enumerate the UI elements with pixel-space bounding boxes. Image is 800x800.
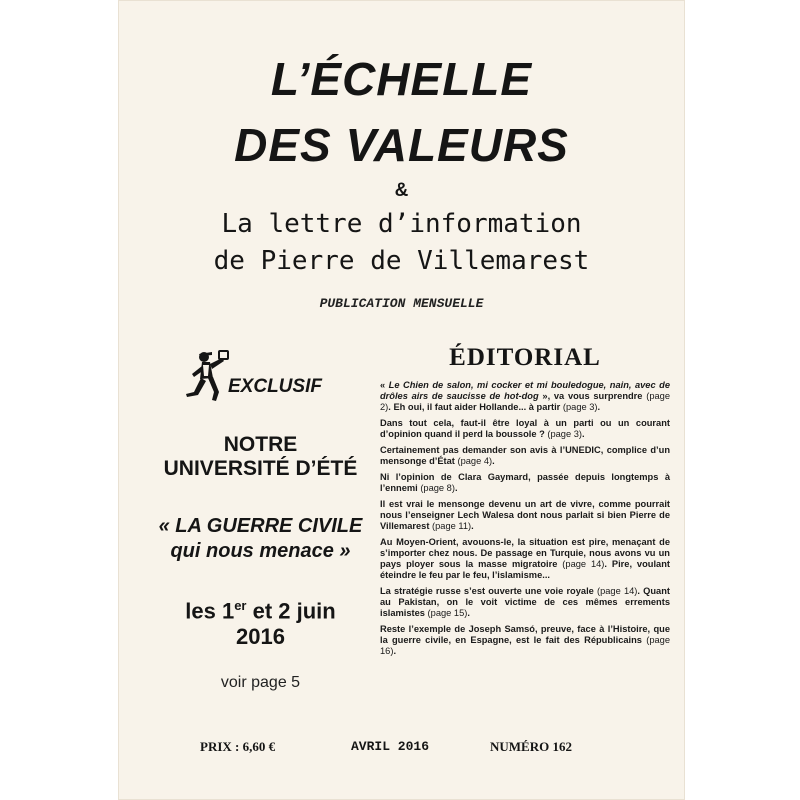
issue-date: AVRIL 2016	[351, 739, 430, 754]
event-dates-prefix: les 1	[185, 598, 235, 624]
editorial-paragraph: « Le Chien de salon, mi cocker et mi bouledogue, nain, avec de drôles airs de saucisse de hot-dog », va vous surprendre (page 2). Eh oui, il faut aider Hollande... à partir (page 3).	[380, 380, 670, 412]
feature-heading-line1: NOTRE	[223, 433, 298, 456]
editorial-paragraph: Au Moyen-Orient, avouons-le, la situation est pire, menaçant de s’importer chez nous. De passage en Turquie, nous avons vu un pays ployer sous la masse migratoire (page 14). Pire, voulant éteindre le feu par le feu, l’islamisme...	[380, 537, 670, 580]
running-man-mascot-icon	[182, 348, 230, 404]
masthead-ampersand: &	[394, 180, 409, 201]
feature-quote-line2: qui nous menace »	[170, 540, 351, 562]
issue-number: NUMÉRO 162	[490, 739, 572, 754]
editorial-paragraph: Certainement pas demander son avis à l’UNEDIC, complice d’un mensonge d’État (page 4).	[380, 445, 670, 466]
publication-frequency: PUBLICATION MENSUELLE	[319, 296, 484, 311]
feature-heading-line2: UNIVERSITÉ D’ÉTÉ	[163, 457, 358, 480]
masthead-title-line2: DES VALEURS	[234, 119, 569, 171]
masthead-subtitle-line2: de Pierre de Villemarest	[213, 246, 590, 276]
editorial-paragraph: Dans tout cela, faut-il être loyal à un parti ou un courant d’opinion quand il perd la boussole ? (page 3).	[380, 418, 670, 439]
exclusive-tag: EXCLUSIF	[228, 376, 322, 397]
editorial-paragraph: Il est vrai le mensonge devenu un art de vivre, comme pourrait nous l’enseigner Lech Walesa dont nous parlait si bien Pierre de Villemarest (page 11).	[380, 499, 670, 531]
feature-quote-line1: « LA GUERRE CIVILE	[158, 515, 363, 537]
editorial-paragraph: Ni l’opinion de Clara Gaymard, passée depuis longtemps à l’ennemi (page 8).	[380, 472, 670, 493]
masthead-title-line1: L’ÉCHELLE	[270, 53, 533, 105]
editorial-paragraph: La stratégie russe s’est ouverte une voie royale (page 14). Quant au Pakistan, on le voit victime de ces mêmes errements islamistes (page 15).	[380, 586, 670, 618]
editorial-paragraphs	[380, 380, 670, 662]
feature-column	[118, 340, 403, 720]
editorial-title: ÉDITORIAL	[449, 344, 601, 371]
issue-price: PRIX : 6,60 €	[200, 739, 276, 754]
see-page-reference: voir page 5	[220, 674, 301, 691]
issue-footer	[118, 739, 685, 755]
masthead-subtitle-line1: La lettre d’information	[221, 209, 582, 239]
newsletter-page	[118, 0, 685, 800]
event-dates-suffix: et 2 juin	[246, 598, 336, 624]
event-year: 2016	[236, 624, 285, 649]
editorial-column	[380, 340, 670, 720]
editorial-paragraph: Reste l’exemple de Joseph Samsó, preuve, face à l’Histoire, que la guerre civile, en Espagne, est le fait des Républicains (page 16).	[380, 624, 670, 656]
event-dates	[118, 598, 403, 624]
event-dates-ordinal: er	[234, 598, 247, 613]
